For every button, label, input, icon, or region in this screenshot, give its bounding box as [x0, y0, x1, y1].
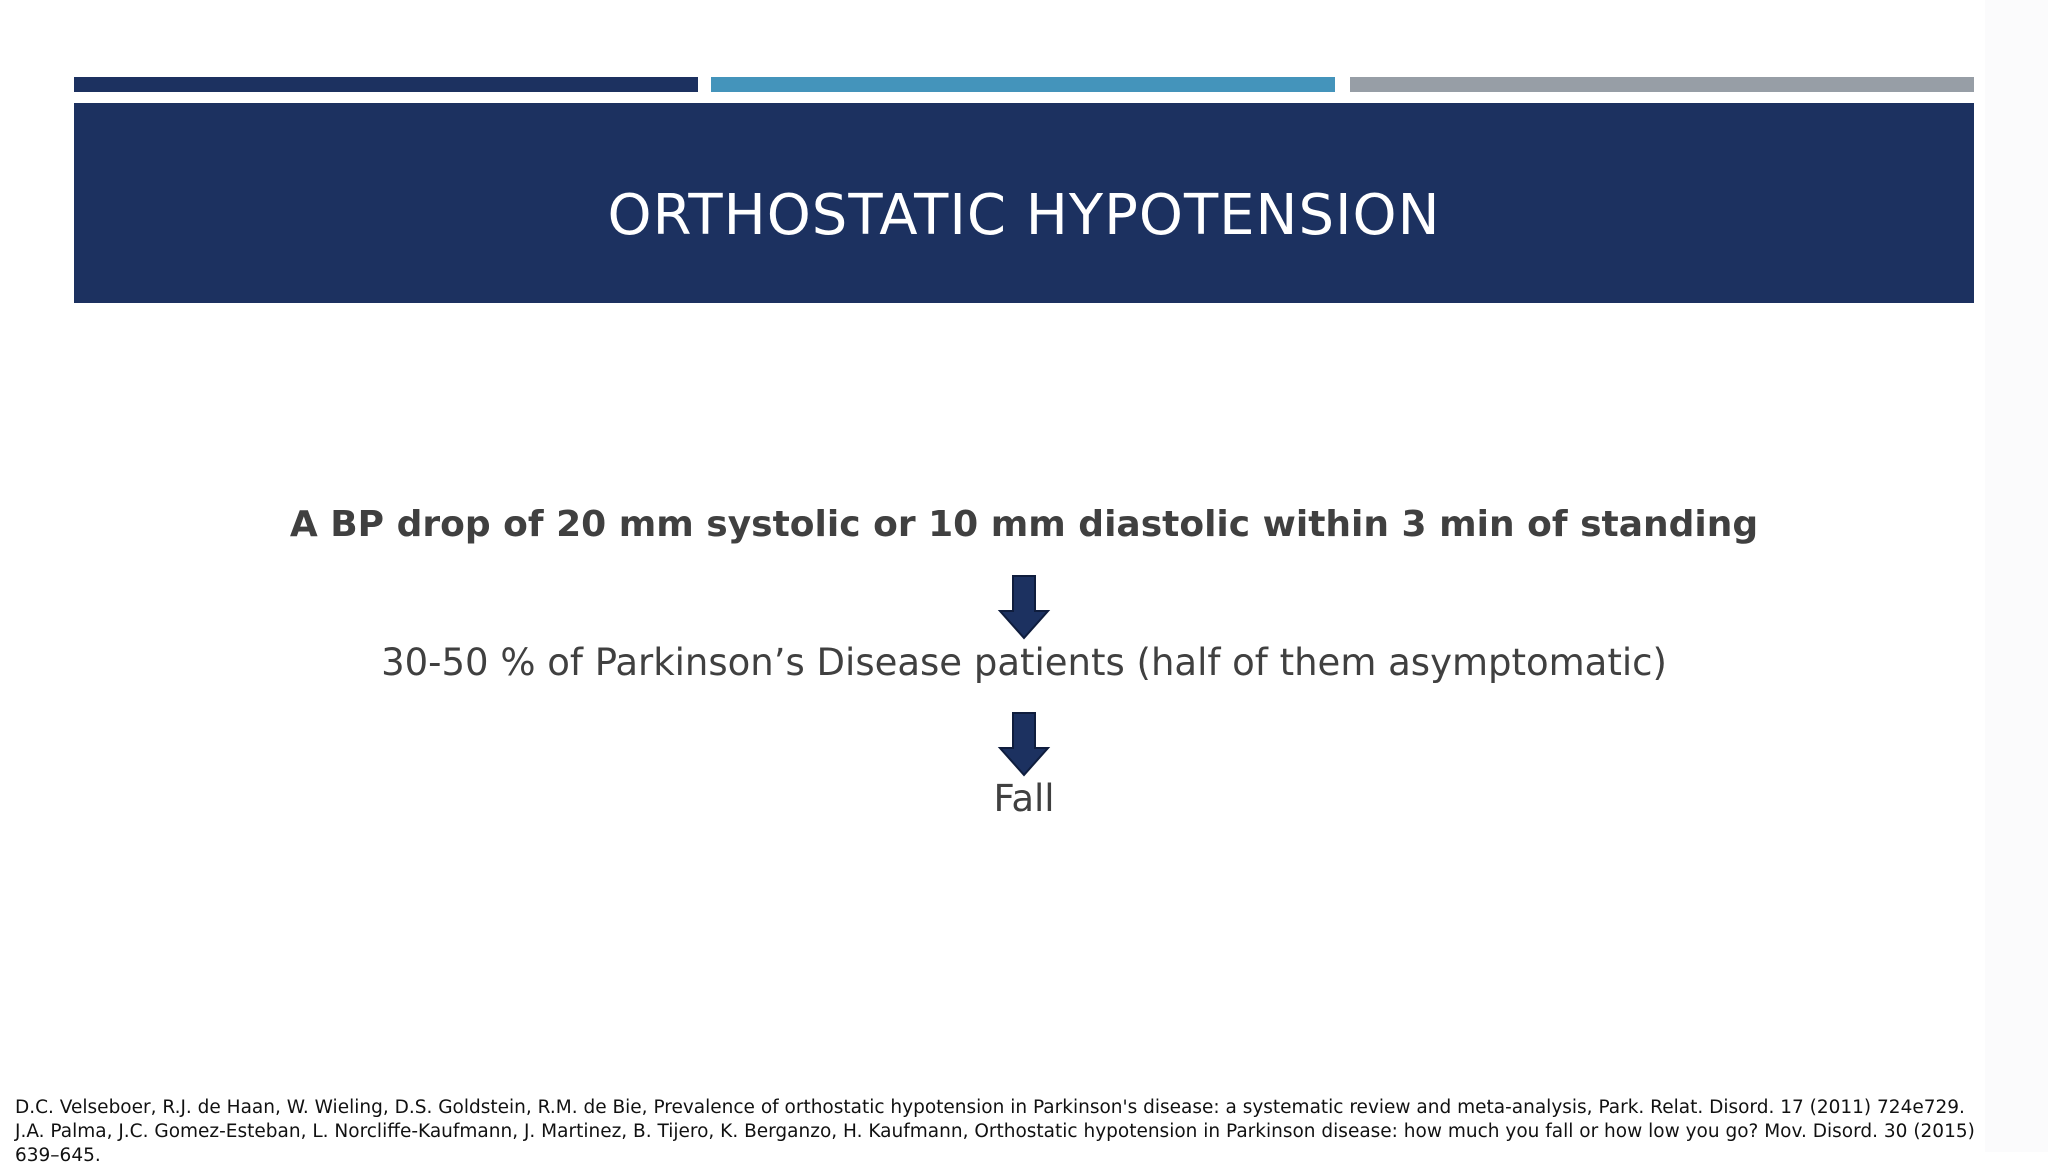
title-banner	[74, 103, 1974, 303]
flow-step-bp-drop: A BP drop of 20 mm systolic or 10 mm diastolic within 3 min of standing	[289, 504, 1759, 545]
slide-edge-shade	[1985, 0, 2048, 1152]
references	[15, 1096, 2025, 1168]
reference-item: D.C. Velseboer, R.J. de Haan, W. Wieling, D.S. Goldstein, R.M. de Bie, Prevalence of orthostatic hypotension in Parkinson's disease: a systematic review and meta-analysis, Park. Relat. Disord. 17 (2011) 724e729.	[15, 1097, 1965, 1118]
flow-step-fall: Fall	[993, 777, 1055, 820]
down-arrow-shape	[1000, 713, 1048, 775]
accent-bar-gray	[1350, 77, 1974, 92]
down-arrow-shape	[1000, 576, 1048, 638]
slide-title: ORTHOSTATIC HYPOTENSION	[607, 182, 1441, 248]
accent-bar-navy	[74, 77, 698, 92]
flow-step-prevalence: 30-50 % of Parkinson’s Disease patients (half of them asymptomatic)	[381, 641, 1667, 684]
down-arrow-icon	[999, 575, 1049, 639]
down-arrow-icon	[999, 712, 1049, 776]
reference-item: J.A. Palma, J.C. Gomez-Esteban, L. Norcliffe-Kaufmann, J. Martinez, B. Tijero, K. Berganzo, H. Kaufmann, Orthostatic hypotension in Parkinson disease: how much you fall or how low you go? Mov. Disord. 30 (2015)	[15, 1121, 1975, 1142]
accent-bar-blue	[711, 77, 1335, 92]
reference-item: 639–645.	[15, 1145, 101, 1166]
